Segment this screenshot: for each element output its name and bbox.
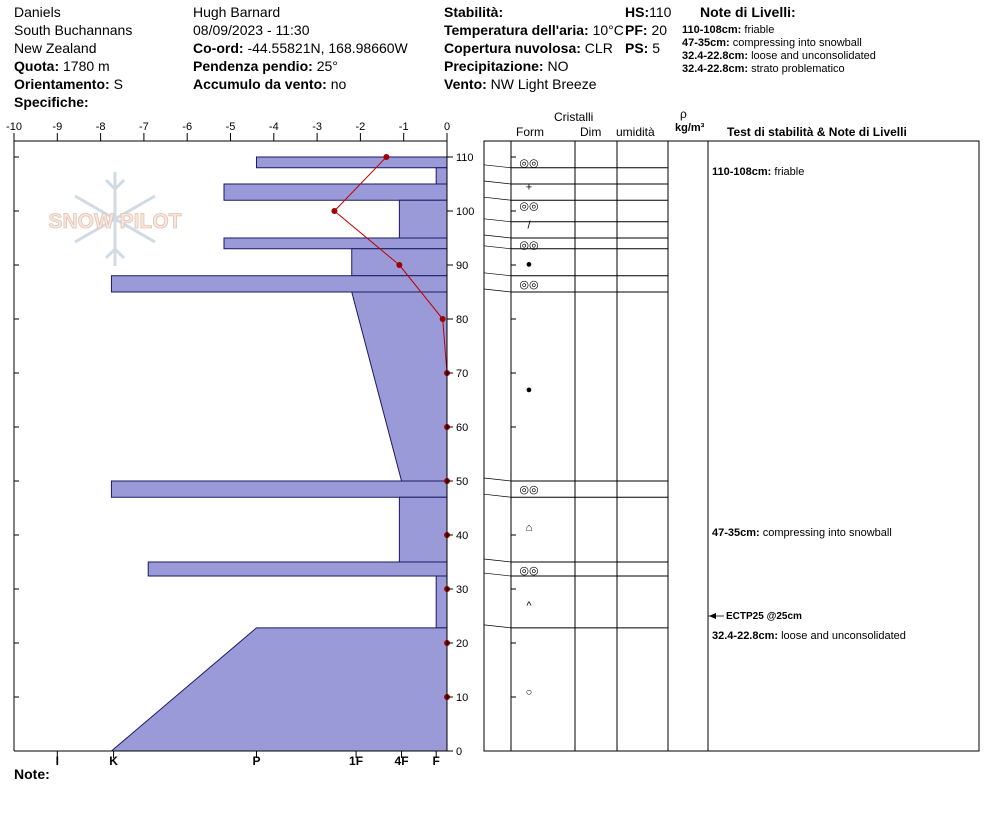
elevation-label: Quota: xyxy=(14,58,60,74)
grain-form-symbol: / xyxy=(527,219,531,232)
layer-note-text: friable xyxy=(744,24,775,36)
layer-connector xyxy=(484,559,511,562)
size-header: Dim xyxy=(580,125,602,139)
height-tick-label: 30 xyxy=(456,584,469,596)
slope-value: 25° xyxy=(316,58,338,74)
height-tick-label: 20 xyxy=(456,638,469,650)
grain-form-symbol: ◎◎ xyxy=(519,239,539,252)
range: South Buchannans xyxy=(14,22,133,38)
grain-form-symbol: ● xyxy=(525,258,533,271)
country: New Zealand xyxy=(14,40,97,56)
precip-label: Precipitazione: xyxy=(444,58,544,74)
layer-connector xyxy=(484,625,511,628)
aspect-label: Orientamento: xyxy=(14,76,110,92)
wind-loading-label: Accumulo da vento: xyxy=(193,76,327,92)
layer-note-range: 110-108cm: xyxy=(682,24,742,36)
specifics-label: Specifiche: xyxy=(14,94,89,110)
layer-connector xyxy=(484,246,511,249)
temperature-point xyxy=(331,208,337,214)
hardness-bar xyxy=(436,576,447,628)
temp-tick-label: -2 xyxy=(355,121,366,133)
density-symbol: ρ xyxy=(680,107,687,121)
temp-tick-label: -7 xyxy=(139,121,149,133)
height-tick-label: 80 xyxy=(456,314,469,326)
form-header: Form xyxy=(516,125,544,139)
stability-notes-header: Test di stabilità & Note di Livelli xyxy=(727,125,907,139)
snowpilot-logo xyxy=(49,172,182,266)
hardness-bar xyxy=(256,157,447,168)
layer-connector xyxy=(484,478,511,481)
layer-notes-title: Note di Livelli: xyxy=(700,4,796,20)
stability-label: Stabilità: xyxy=(444,4,504,20)
layer-connector xyxy=(484,165,511,168)
ps-label: PS: xyxy=(625,40,649,56)
cloud-value: CLR xyxy=(584,40,613,56)
layer-connector xyxy=(484,181,511,184)
temp-tick-label: -8 xyxy=(95,121,106,133)
layer-connector xyxy=(484,289,511,292)
ps-value: 5 xyxy=(652,40,661,56)
layer-connector xyxy=(484,273,511,276)
temp-tick-label: -1 xyxy=(398,121,409,133)
temp-tick-label: -9 xyxy=(52,121,63,133)
stability-arrow-icon xyxy=(709,613,716,619)
hardness-bar xyxy=(224,184,447,200)
air-temp-label: Temperatura dell'aria: xyxy=(444,22,589,38)
grain-form-symbol: ^ xyxy=(526,600,532,613)
pf-label: PF: xyxy=(625,22,648,38)
hardness-tick-label: 1F xyxy=(349,754,364,768)
layer-connector xyxy=(484,235,511,238)
precip-value: NO xyxy=(547,58,569,74)
moisture-header: umidità xyxy=(616,125,655,139)
layer-note-range: 32.4-22.8cm: xyxy=(682,63,749,75)
layer-note-text: strato problematico xyxy=(751,63,845,75)
hs-label: HS: xyxy=(625,4,650,20)
hardness-bar xyxy=(148,562,447,576)
height-tick-label: 50 xyxy=(456,476,469,488)
temperature-point xyxy=(440,316,446,322)
table-frame xyxy=(484,141,979,751)
hardness-bar xyxy=(111,276,447,292)
stability-test-label: ECTP25 @25cm xyxy=(726,611,802,622)
grain-form-symbol: ⌂ xyxy=(525,521,533,534)
right-note-range: 110-108cm: xyxy=(712,166,772,178)
location: Daniels xyxy=(14,4,61,20)
height-tick-label: 60 xyxy=(456,422,469,434)
hardness-bar xyxy=(436,168,447,184)
coord-value: -44.55821N, 168.98660W xyxy=(247,40,408,56)
temperature-point xyxy=(383,154,389,160)
temp-tick-label: -6 xyxy=(182,121,193,133)
hs-value: 110 xyxy=(649,4,672,20)
temp-tick-label: -5 xyxy=(225,121,236,133)
right-note-range: 32.4-22.8cm: xyxy=(712,630,779,642)
coord-label: Co-ord: xyxy=(193,40,244,56)
right-note-range: 47-35cm: xyxy=(712,527,760,539)
elevation-value: 1780 m xyxy=(63,58,110,74)
hardness-bar xyxy=(224,238,447,249)
observer: Hugh Barnard xyxy=(193,4,281,20)
grain-form-symbol: ◎◎ xyxy=(519,200,539,213)
grain-form-symbol: ● xyxy=(525,384,533,397)
grain-form-symbol: ◎◎ xyxy=(519,157,539,170)
layer-note-range: 47-35cm: xyxy=(682,37,730,49)
pf-value: 20 xyxy=(651,22,668,38)
hardness-tick-label: K xyxy=(109,754,118,768)
air-temp-value: 10°C xyxy=(592,22,624,38)
hardness-bar xyxy=(111,481,447,497)
density-unit: kg/m³ xyxy=(675,122,705,134)
wind-value: NW Light Breeze xyxy=(490,76,597,92)
datetime: 08/09/2023 - 11:30 xyxy=(193,22,310,38)
grain-form-symbol: ◎◎ xyxy=(519,484,539,497)
slope-label: Pendenza pendio: xyxy=(193,58,313,74)
layer-connector xyxy=(484,219,511,222)
right-note-text: loose and unconsolidated xyxy=(781,630,906,642)
aspect-value: S xyxy=(113,76,123,92)
temp-tick-label: -4 xyxy=(268,121,279,133)
right-note-text: compressing into snowball xyxy=(762,527,892,539)
height-tick-label: 110 xyxy=(456,152,474,164)
hardness-tick-label: F xyxy=(432,754,440,768)
grain-form-symbol: ◎◎ xyxy=(519,278,539,291)
hardness-bar xyxy=(399,200,447,238)
height-tick-label: 90 xyxy=(456,260,469,272)
height-tick-label: 10 xyxy=(456,692,469,704)
layer-note-text: loose and unconsolidated xyxy=(751,50,876,62)
layer-connector xyxy=(484,494,511,497)
grain-form-symbol: ○ xyxy=(525,686,533,699)
hardness-bar xyxy=(399,497,447,562)
cloud-label: Copertura nuvolosa: xyxy=(444,40,581,56)
layer-note-range: 32.4-22.8cm: xyxy=(682,50,749,62)
wind-label: Vento: xyxy=(444,76,487,92)
temp-tick-label: -3 xyxy=(312,121,322,133)
hardness-bar xyxy=(352,292,447,481)
height-tick-label: 70 xyxy=(456,368,469,380)
hardness-tick-label: P xyxy=(252,754,261,768)
temperature-point xyxy=(396,262,402,268)
temp-tick-label: -10 xyxy=(6,121,22,133)
layer-connector xyxy=(484,197,511,200)
hardness-bar xyxy=(111,628,447,751)
height-tick-label: 100 xyxy=(456,206,475,218)
grain-form-symbol: ◎◎ xyxy=(519,565,539,578)
layer-connector xyxy=(484,573,511,576)
hardness-tick-label: 4F xyxy=(394,754,409,768)
hardness-tick-label: I xyxy=(55,754,59,768)
height-tick-label: 0 xyxy=(456,746,463,758)
wind-loading-value: no xyxy=(330,76,347,92)
right-note-text: friable xyxy=(774,166,805,178)
height-tick-label: 40 xyxy=(456,530,469,542)
note-label: Note: xyxy=(14,766,50,782)
crystals-header: Cristalli xyxy=(554,110,594,124)
layer-note-text: compressing into snowball xyxy=(732,37,862,49)
grain-form-symbol: + xyxy=(525,181,533,194)
temp-tick-label: 0 xyxy=(443,121,451,133)
logo-text: SNOW PILOT xyxy=(48,210,182,233)
